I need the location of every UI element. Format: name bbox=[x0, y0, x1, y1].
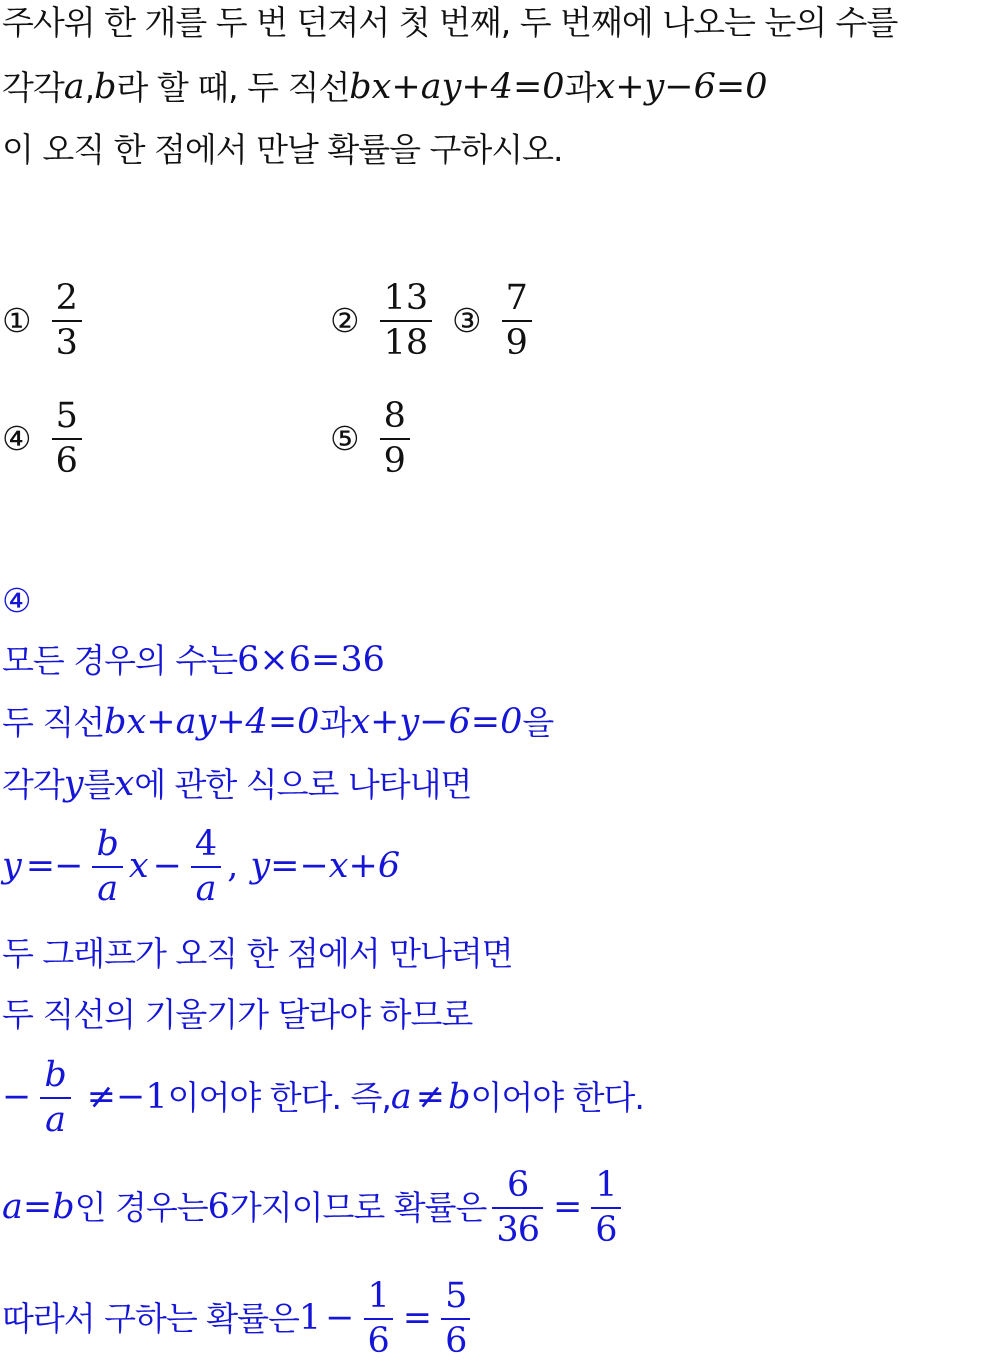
solution-line-6 bbox=[2, 995, 473, 1034]
fraction-bar bbox=[364, 1318, 393, 1320]
solution-line-1 bbox=[2, 640, 385, 680]
question-line-1 bbox=[2, 3, 898, 42]
question-line-2 bbox=[2, 67, 768, 107]
slope-fraction bbox=[40, 1057, 70, 1139]
fraction-denominator: 6 bbox=[595, 1209, 617, 1250]
fraction-bar bbox=[92, 866, 122, 868]
not-equal-expression: ≠−1 bbox=[86, 1077, 168, 1118]
solution-line-2 bbox=[2, 702, 554, 742]
comma: , bbox=[84, 68, 95, 107]
fraction-denominator: 6 bbox=[367, 1320, 389, 1361]
fraction-numerator: 5 bbox=[55, 396, 78, 436]
number-one: 1 bbox=[298, 1298, 322, 1339]
question-text-3: 이 오직 한 점에서 만날 확률을 구하시오. bbox=[2, 130, 563, 169]
fraction-bar bbox=[380, 320, 433, 322]
fraction-denominator: a bbox=[45, 1099, 66, 1140]
solution-line-9 bbox=[2, 1278, 476, 1360]
choice-marker: ② bbox=[330, 301, 360, 341]
solution-text: 인 경우는 bbox=[74, 1188, 208, 1228]
fraction-denominator: 6 bbox=[445, 1320, 467, 1361]
solution-line-7 bbox=[2, 1057, 644, 1139]
fraction-numerator: b bbox=[44, 1055, 67, 1095]
minus-sign: − bbox=[152, 846, 181, 887]
question-text: 각각 bbox=[2, 68, 64, 107]
solution-text: 두 직선의 기울기가 달라야 하므로 bbox=[2, 995, 473, 1034]
solution-line-3 bbox=[2, 764, 472, 804]
choice-3[interactable] bbox=[452, 280, 538, 362]
equals-sign: = bbox=[402, 1298, 432, 1339]
second-line-form: y=−x+6 bbox=[250, 846, 401, 887]
question-text: 라 할 때, 두 직선 bbox=[116, 68, 350, 107]
fraction-numerator: b bbox=[96, 824, 119, 864]
fraction-numerator: 2 bbox=[55, 278, 78, 318]
not-equal-sign: ≠ bbox=[415, 1077, 445, 1118]
complement-fraction bbox=[364, 1278, 393, 1360]
equals-sign: = bbox=[552, 1187, 582, 1228]
solution-text: 각각 bbox=[2, 765, 64, 804]
fraction-denominator: 9 bbox=[383, 440, 406, 481]
solution-line-5 bbox=[2, 934, 513, 973]
intercept-fraction bbox=[191, 826, 221, 908]
equality-condition: a=b bbox=[2, 1187, 75, 1228]
variable-y: y bbox=[63, 764, 84, 804]
answer-marker: ④ bbox=[2, 581, 31, 620]
fraction-denominator: a bbox=[195, 868, 217, 909]
variable-b: b bbox=[448, 1077, 471, 1118]
solution-text: 두 직선 bbox=[2, 703, 105, 742]
solution-line-4 bbox=[2, 826, 400, 908]
solution-line-8 bbox=[2, 1167, 627, 1249]
minus-sign: − bbox=[325, 1298, 354, 1339]
variable-y: y bbox=[2, 846, 22, 887]
variable-x: x bbox=[114, 764, 135, 804]
choice-fraction bbox=[52, 280, 82, 362]
fraction-denominator: 36 bbox=[496, 1209, 539, 1250]
equals-minus: =− bbox=[25, 846, 83, 887]
fraction-numerator: 1 bbox=[367, 1276, 389, 1316]
solution-text: 따라서 구하는 확률은 bbox=[2, 1299, 299, 1339]
choice-fraction bbox=[52, 398, 82, 480]
solution-text: 이어야 한다. bbox=[470, 1078, 644, 1118]
question-text-1: 주사위 한 개를 두 번 던져서 첫 번째, 두 번째에 나오는 눈의 수를 bbox=[2, 3, 898, 42]
fraction-numerator: 13 bbox=[383, 278, 429, 318]
count-value: 6 bbox=[207, 1187, 230, 1228]
variable-x: x bbox=[128, 846, 149, 887]
line-equation-2: x+y−6=0 bbox=[350, 702, 523, 742]
choice-fraction bbox=[380, 398, 410, 480]
fraction-bar bbox=[40, 1097, 70, 1099]
question-line-3 bbox=[2, 130, 563, 169]
fraction-denominator: 6 bbox=[55, 440, 78, 481]
solution-text: 과 bbox=[319, 703, 351, 742]
fraction-denominator: 9 bbox=[505, 322, 528, 363]
fraction-numerator: 8 bbox=[383, 396, 406, 436]
choice-marker: ④ bbox=[2, 419, 32, 459]
variable-a: a bbox=[63, 67, 85, 107]
solution-text: 이어야 한다. 즉, bbox=[167, 1078, 391, 1118]
variable-b: b bbox=[94, 67, 117, 107]
probability-fraction bbox=[492, 1167, 543, 1249]
variable-a: a bbox=[390, 1077, 412, 1118]
solution-text: 모든 경우의 수는 bbox=[2, 641, 238, 680]
choice-marker: ① bbox=[2, 301, 32, 341]
line-equation-1: bx+ay+4=0 bbox=[349, 67, 565, 107]
fraction-bar bbox=[492, 1207, 543, 1209]
fraction-bar bbox=[191, 866, 221, 868]
total-cases-expression: 6×6=36 bbox=[237, 640, 385, 680]
choice-fraction bbox=[502, 280, 532, 362]
fraction-denominator: 3 bbox=[55, 322, 78, 363]
fraction-denominator: a bbox=[97, 868, 119, 909]
fraction-bar bbox=[52, 438, 82, 440]
fraction-bar bbox=[502, 320, 532, 322]
choice-4[interactable] bbox=[2, 398, 88, 480]
choice-1[interactable] bbox=[2, 280, 88, 362]
fraction-numerator: 4 bbox=[194, 824, 218, 864]
solution-text: 에 관한 식으로 나타내면 bbox=[134, 765, 472, 804]
question-text: 과 bbox=[564, 68, 596, 107]
fraction-bar bbox=[441, 1318, 470, 1320]
probability-fraction-reduced bbox=[591, 1167, 620, 1249]
fraction-numerator: 6 bbox=[507, 1165, 529, 1205]
fraction-numerator: 7 bbox=[505, 278, 528, 318]
fraction-bar bbox=[52, 320, 82, 322]
fraction-numerator: 1 bbox=[595, 1165, 617, 1205]
fraction-denominator: 18 bbox=[383, 322, 429, 363]
fraction-numerator: 5 bbox=[445, 1276, 467, 1316]
slope-fraction bbox=[92, 826, 122, 908]
fraction-bar bbox=[591, 1207, 620, 1209]
comma: , bbox=[227, 846, 239, 887]
choice-5[interactable] bbox=[330, 398, 416, 480]
choice-marker: ③ bbox=[452, 301, 482, 341]
minus-sign: − bbox=[2, 1077, 31, 1118]
fraction-bar bbox=[380, 438, 410, 440]
solution-text: 가지이므로 확률은 bbox=[229, 1188, 487, 1228]
final-answer-fraction bbox=[441, 1278, 470, 1360]
line-equation-1: bx+ay+4=0 bbox=[104, 702, 320, 742]
solution-text: 를 bbox=[83, 765, 115, 804]
choice-2[interactable] bbox=[330, 280, 438, 362]
line-equation-2: x+y−6=0 bbox=[595, 67, 768, 107]
choice-marker: ⑤ bbox=[330, 419, 360, 459]
solution-text: 을 bbox=[522, 703, 554, 742]
solution-text: 두 그래프가 오직 한 점에서 만나려면 bbox=[2, 934, 513, 973]
choice-fraction bbox=[380, 280, 433, 362]
solution-answer bbox=[2, 581, 31, 620]
